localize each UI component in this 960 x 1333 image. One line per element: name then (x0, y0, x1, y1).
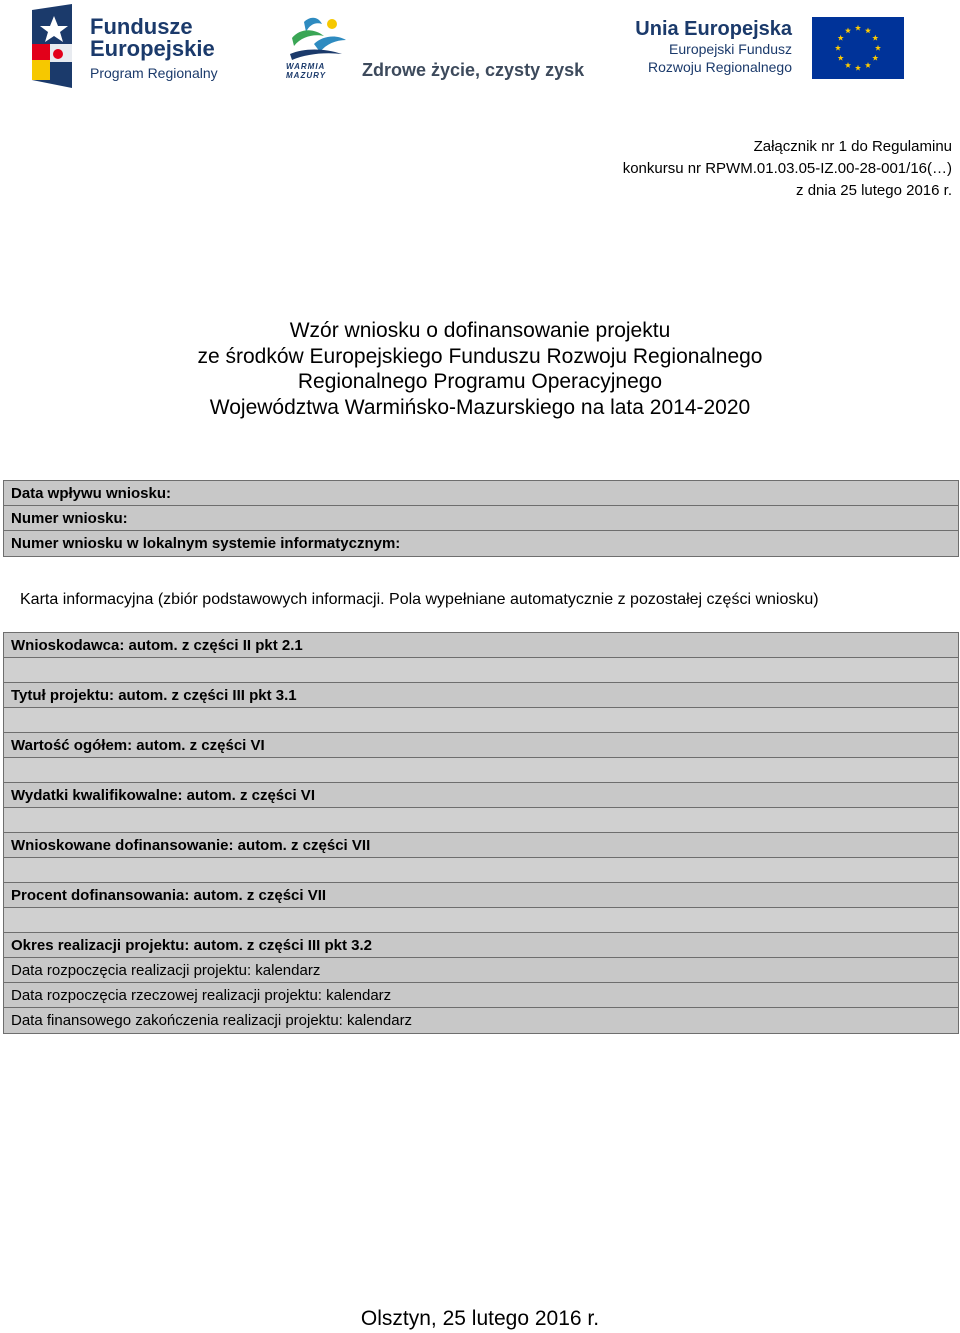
registry-row-date[interactable]: Data wpływu wniosku: (4, 481, 958, 506)
row-eligible-costs-value[interactable] (4, 808, 958, 833)
row-total-value-label: Wartość ogółem: autom. z części VI (4, 733, 958, 758)
title-line1: Wzór wniosku o dofinansowanie projektu (289, 319, 671, 342)
row-total-value-value[interactable] (4, 758, 958, 783)
fundusze-europejskie-logo (28, 4, 228, 88)
annex-note (623, 136, 952, 202)
fe-line3: Program Regionalny (90, 65, 218, 81)
warmia-mazury-logo (282, 14, 585, 86)
row-material-start-date[interactable]: Data rozpoczęcia rzeczowej realizacji projektu: kalendarz (4, 983, 958, 1008)
ue-line3: Rozwoju Regionalnego (648, 59, 792, 75)
row-funding-percent-value[interactable] (4, 908, 958, 933)
row-project-period-label: Okres realizacji projektu: autom. z części III pkt 3.2 (4, 933, 958, 958)
unia-europejska-logo (628, 14, 908, 84)
row-requested-funding-value[interactable] (4, 858, 958, 883)
annex-line1: Załącznik nr 1 do Regulaminu (753, 138, 952, 155)
row-project-title-value[interactable] (4, 708, 958, 733)
ue-line2: Europejski Fundusz (669, 41, 792, 57)
eu-flag-icon (812, 17, 904, 79)
row-applicant-label: Wnioskodawca: autom. z części II pkt 2.1 (4, 633, 958, 658)
ue-line1: Unia Europejska (635, 18, 792, 40)
annex-line2: konkursu nr RPWM.01.03.05-IZ.00-28-001/16(…) (622, 160, 952, 177)
registry-row-local-number[interactable]: Numer wniosku w lokalnym systemie informatycznym: (11, 535, 401, 552)
registry-row-number[interactable]: Numer wniosku: (4, 506, 958, 531)
summary-table (3, 632, 959, 1034)
row-financial-end-date[interactable]: Data finansowego zakończenia realizacji projektu: kalendarz (11, 1012, 413, 1029)
row-requested-funding-label: Wnioskowane dofinansowanie: autom. z części VII (4, 833, 958, 858)
title-line4: Województwa Warmińsko-Mazurskiego na lata 2014-2020 (209, 395, 751, 419)
warmia-mazury-logo-icon (284, 14, 350, 64)
title-line3: Regionalnego Programu Operacyjnego (297, 370, 663, 393)
row-project-title-label: Tytuł projektu: autom. z części III pkt 3.1 (4, 683, 958, 708)
warmia-mazury-slogan: Zdrowe życie, czysty zysk (362, 60, 585, 80)
row-eligible-costs-label: Wydatki kwalifikowalne: autom. z części VI (4, 783, 958, 808)
fe-line1: Fundusze (90, 14, 193, 39)
row-applicant-value[interactable] (4, 658, 958, 683)
unia-europejska-text (635, 18, 792, 76)
fundusze-europejskie-text (90, 16, 218, 83)
registry-table (3, 480, 959, 557)
row-start-date[interactable]: Data rozpoczęcia realizacji projektu: kalendarz (4, 958, 958, 983)
title-line2: ze środków Europejskiego Funduszu Rozwoju Regionalnego (197, 344, 763, 368)
row-funding-percent-label: Procent dofinansowania: autom. z części VII (4, 883, 958, 908)
footer-place-date: Olsztyn, 25 lutego 2016 r. (360, 1307, 600, 1330)
fe-line2: Europejskie (90, 36, 215, 61)
warmia-mazury-caption: WARMIA MAZURY (286, 62, 327, 80)
fundusze-europejskie-logo-icon (28, 4, 76, 88)
info-text: Karta informacyjna (zbiór podstawowych informacji. Pola wypełniane automatycznie z pozostałej części wniosku) (20, 591, 819, 608)
document-title (0, 318, 960, 420)
annex-line3: z dnia 25 lutego 2016 r. (796, 182, 952, 199)
